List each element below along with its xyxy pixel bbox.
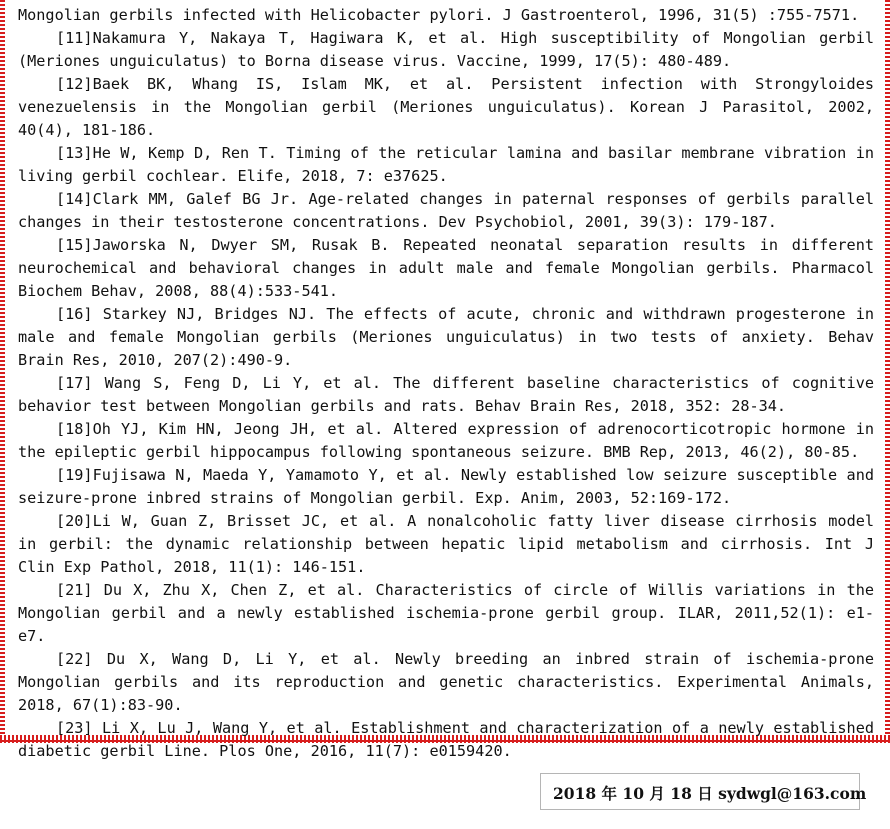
reference-18: [18]Oh YJ, Kim HN, Jeong JH, et al. Altered expression of adrenocorticotropic hormone in the epileptic gerbil hippocampus following spontaneous seizure. BMB Rep, 2013, 46(2), 80-85.: [18, 420, 874, 461]
reference-19: [19]Fujisawa N, Maeda Y, Yamamoto Y, et al. Newly established low seizure susceptible and seizure-prone inbred strains of Mongolian gerbil. Exp. Anim, 2003, 52:169-172.: [18, 466, 874, 507]
reference-13: [13]He W, Kemp D, Ren T. Timing of the reticular lamina and basilar membrane vibration in living gerbil cochlear. Elife, 2018, 7: e37625.: [18, 144, 874, 185]
reference-16: [16] Starkey NJ, Bridges NJ. The effects of acute, chronic and withdrawn progesterone in male and female Mongolian gerbils (Meriones unguiculatus) in two tests of anxiety. Behav Brain Res, 2010, 207(2):490-9.: [18, 305, 874, 369]
reference-21: [21] Du X, Zhu X, Chen Z, et al. Characteristics of circle of Willis variations in the Mongolian gerbil and a newly established ischemia-prone gerbil group. ILAR, 2011,52(1): e1-e7.: [18, 581, 874, 645]
footer-date-email: 2018 年 10 月 18 日 sydwgl@163.com: [553, 784, 867, 803]
reference-list: [18, 4, 874, 763]
reference-15: [15]Jaworska N, Dwyer SM, Rusak B. Repeated neonatal separation results in different neurochemical and behavioral changes in adult male and female Mongolian gerbils. Pharmacol Biochem Behav, 2008, 88(4):533-541.: [18, 236, 874, 300]
reference-12: [12]Baek BK, Whang IS, Islam MK, et al. Persistent infection with Strongyloides venezuelensis in the Mongolian gerbil (Meriones unguiculatus). Korean J Parasitol, 2002, 40(4), 181-186.: [18, 75, 874, 139]
right-dashed-border: [885, 0, 890, 740]
reference-17: [17] Wang S, Feng D, Li Y, et al. The different baseline characteristics of cognitive behavior test between Mongolian gerbils and rats. Behav Brain Res, 2018, 352: 28-34.: [18, 374, 874, 415]
left-dashed-border: [0, 0, 5, 740]
reference-14: [14]Clark MM, Galef BG Jr. Age-related changes in paternal responses of gerbils parallel changes in their testosterone concentrations. Dev Psychobiol, 2001, 39(3): 179-187.: [18, 190, 874, 231]
footer-box: [540, 773, 867, 810]
reference-11: [11]Nakamura Y, Nakaya T, Hagiwara K, et al. High susceptibility of Mongolian gerbil (Meriones unguiculatus) to Borna disease virus. Vaccine, 1999, 17(5): 480-489.: [18, 29, 874, 70]
reference-20: [20]Li W, Guan Z, Brisset JC, et al. A nonalcoholic fatty liver disease cirrhosis model in gerbil: the dynamic relationship between hepatic lipid metabolism and cirrhosis. Int J Clin Exp Pathol, 2018, 11(1): 146-151.: [18, 512, 874, 576]
reference-23: [23] Li X, Lu J, Wang Y, et al. Establishment and characterization of a newly established diabetic gerbil Line. Plos One, 2016, 11(7): e0159420.: [18, 719, 874, 760]
reference-22: [22] Du X, Wang D, Li Y, et al. Newly breeding an inbred strain of ischemia-prone Mongolian gerbils and its reproduction and genetic characteristics. Experimental Animals, 2018, 67(1):83-90.: [18, 650, 874, 714]
reference-continuation: Mongolian gerbils infected with Helicobacter pylori. J Gastroenterol, 1996, 31(5) :755-7571.: [18, 6, 860, 24]
